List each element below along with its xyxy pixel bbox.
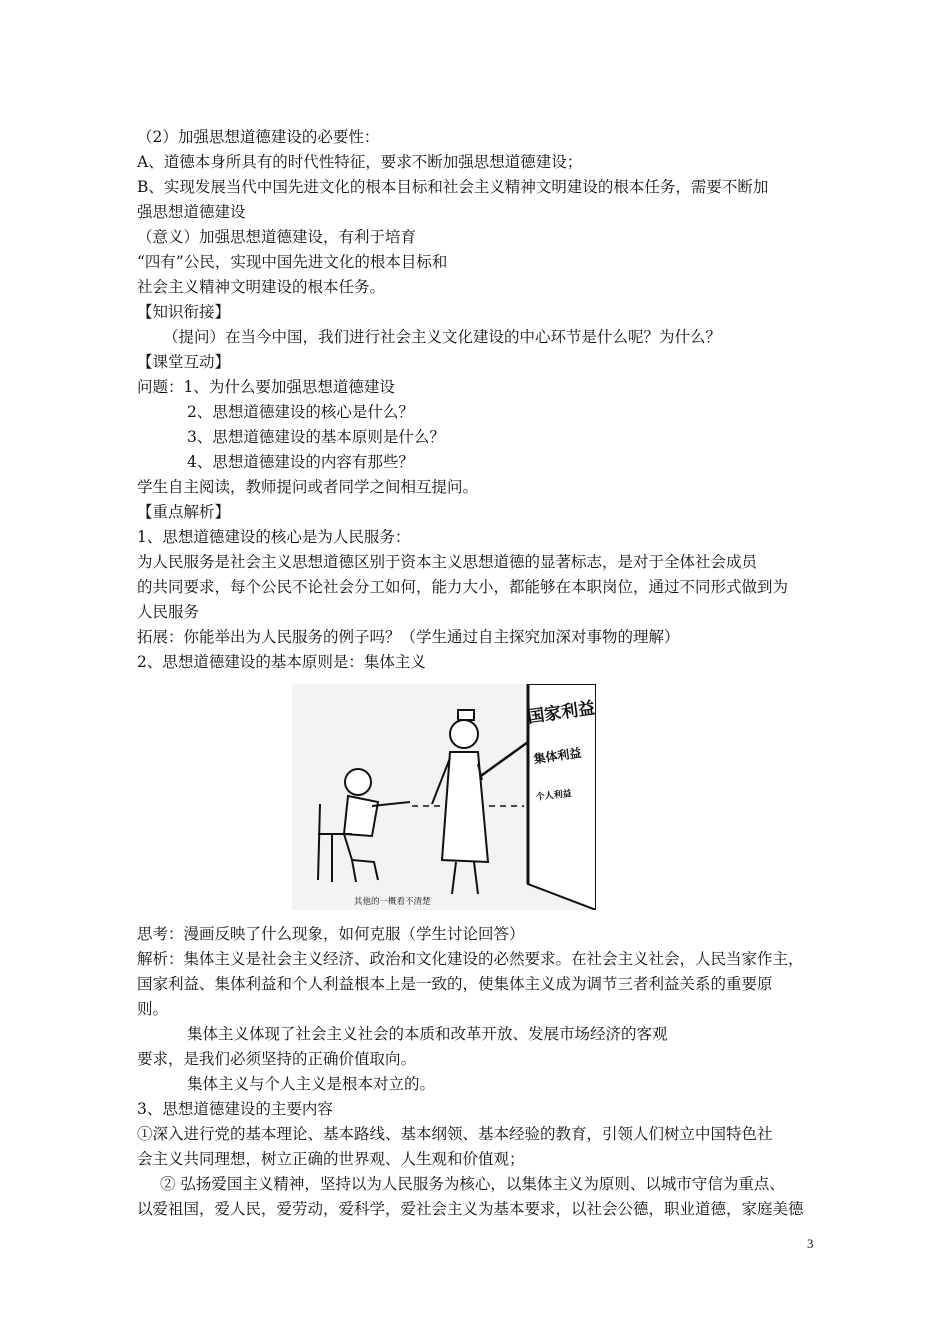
text-line: A、道德本身所具有的时代性特征，要求不断加强思想道德建设；: [137, 153, 583, 171]
text-line: 集体主义体现了社会主义社会的本质和改革开放、发展市场经济的客观: [187, 1025, 668, 1043]
text-line: 则。: [137, 1000, 169, 1018]
text-line: 人民服务: [137, 603, 200, 621]
text-line: 1、思想道德建设的核心是为人民服务：: [137, 528, 411, 546]
text-line: 3、思想道德建设的基本原则是什么？: [187, 428, 445, 446]
text-line: 强思想道德建设: [137, 203, 246, 221]
text-line: 2、思想道德建设的基本原则是：集体主义: [137, 653, 426, 671]
text-line: 为人民服务是社会主义思想道德区别于资本主义思想道德的显著标志，是对于全体社会成员: [137, 553, 758, 571]
cartoon-image: [292, 684, 596, 910]
section-heading: 【课堂互动】: [137, 353, 231, 371]
text-line: 3、思想道德建设的主要内容: [137, 1100, 333, 1118]
section-heading: 【重点解析】: [137, 503, 231, 521]
text-line: ①深入进行党的基本理论、基本路线、基本纲领、基本经验的教育，引领人们树立中国特色社: [137, 1125, 773, 1143]
text-line: 4、思想道德建设的内容有那些？: [187, 453, 414, 471]
board-label-individual: 个人利益: [535, 789, 573, 803]
text-line: 国家利益、集体利益和个人利益根本上是一致的，使集体主义成为调节三者利益关系的重要原: [137, 975, 773, 993]
text-line: （意义）加强思想道德建设，有利于培育: [137, 228, 417, 246]
text-line: 要求，是我们必须坚持的正确价值取向。: [137, 1050, 417, 1068]
text-line: 集体主义与个人主义是根本对立的。: [187, 1075, 436, 1093]
text-line: 会主义共同理想，树立正确的世界观、人生观和价值观；: [137, 1150, 525, 1168]
cartoon-caption: 其他的一概看不清楚: [354, 897, 431, 907]
text-line: B、实现发展当代中国先进文化的根本目标和社会主义精神文明建设的根本任务，需要不断加: [137, 178, 769, 196]
text-line: 以爱祖国，爱人民，爱劳动，爱科学，爱社会主义为基本要求，以社会公德，职业道德，家庭美德: [137, 1200, 804, 1218]
text-line: “四有”公民，实现中国先进文化的根本目标和: [137, 253, 448, 271]
text-line: ② 弘扬爱国主义精神，坚持以为人民服务为核心，以集体主义为原则、以城市守信为重点、: [160, 1175, 785, 1193]
page-number: 3: [807, 1236, 814, 1251]
text-line: 思考：漫画反映了什么现象，如何克服（学生讨论回答）: [137, 925, 525, 943]
text-line: 解析：集体主义是社会主义经济、政治和文化建设的必然要求。在社会主义社会，人民当家作主，: [137, 950, 804, 968]
board-label-national: 国家利益: [526, 698, 596, 728]
text-line: 拓展：你能举出为人民服务的例子吗？（学生通过自主探究加深对事物的理解）: [137, 628, 680, 646]
text-line: （提问）在当今中国，我们进行社会主义文化建设的中心环节是什么呢？为什么？: [163, 328, 722, 346]
text-line: 2、思想道德建设的核心是什么？: [187, 403, 414, 421]
section-heading: 【知识衔接】: [137, 303, 231, 321]
board-label-collective: 集体利益: [532, 745, 583, 767]
text-line: 学生自主阅读，教师提问或者同学之间相互提问。: [137, 478, 479, 496]
text-line: 社会主义精神文明建设的根本任务。: [137, 278, 386, 296]
text-line: 的共同要求，每个公民不论社会分工如何，能力大小，都能够在本职岗位，通过不同形式做到为: [137, 578, 789, 596]
text-line: （2）加强思想道德建设的必要性：: [137, 128, 380, 146]
text-line: 问题：1、为什么要加强思想道德建设: [137, 378, 395, 396]
